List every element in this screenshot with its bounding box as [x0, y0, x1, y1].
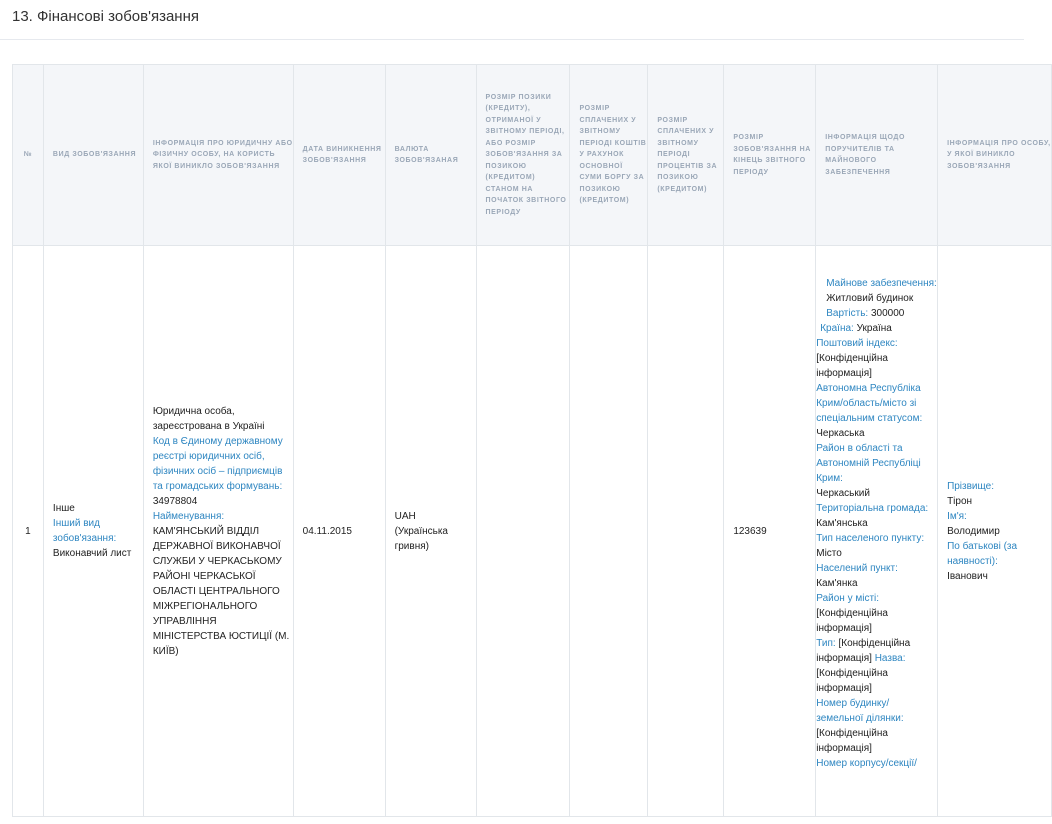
guarantee-community-value: Кам'янська	[816, 518, 868, 529]
guarantee-postal-label: Поштовий індекс:	[816, 338, 898, 349]
person-name-label: Ім'я:	[947, 510, 967, 522]
guarantee-property-value: Житловий будинок	[826, 293, 914, 304]
guarantee-city-district-value: [Конфіденційна інформація]	[816, 608, 888, 634]
guarantee-settlement-value: Кам'янка	[816, 578, 858, 589]
table-header-row	[13, 65, 1052, 246]
guarantee-country-value: Україна	[856, 323, 892, 334]
header-obligation-type: ВИД ЗОБОВ'ЯЗАННЯ	[43, 65, 143, 246]
financial-obligations-table	[12, 64, 1052, 817]
header-currency: ВАЛЮТА ЗОБОВ'ЯЗАНАЯ	[385, 65, 476, 246]
person-patronymic-label: По батькові (за наявності):	[947, 540, 1018, 567]
cell-paid-interest	[648, 246, 724, 817]
guarantee-district-label: Район в області та Автономній Республіці Крим:	[816, 443, 921, 484]
cell-creditor-info	[143, 246, 293, 817]
guarantee-street-name-value: [Конфіденційна інформація]	[816, 668, 888, 694]
cell-date: 04.11.2015	[293, 246, 385, 817]
guarantee-city-district-label: Район у місті:	[816, 593, 880, 604]
guarantee-cost-value: 300000	[870, 308, 905, 319]
guarantee-street-type-value: [Конфіденційна інформація]	[816, 638, 911, 664]
header-guarantee-info: ІНФОРМАЦІЯ ЩОДО ПОРУЧИТЕЛІВ ТА МАЙНОВОГО ЗАБЕЗПЕЧЕННЯ	[816, 65, 938, 246]
cell-paid-principal	[570, 246, 648, 817]
cell-person-info	[938, 246, 1052, 817]
guarantee-postal-value: [Конфіденційна інформація]	[816, 353, 888, 379]
guarantee-settlement-label: Населений пункт:	[816, 563, 898, 574]
table-row	[13, 246, 1052, 817]
person-patronymic-value: Іванович	[947, 570, 988, 582]
guarantee-property-label: Майнове забезпечення:	[826, 278, 937, 289]
currency-code: UAH	[394, 510, 416, 522]
header-loan-start: РОЗМІР ПОЗИКИ (КРЕДИТУ), ОТРИМАНОЇ У ЗВІТНОМУ ПЕРІОДІ, АБО РОЗМІР ЗОБОВ'ЯЗАННЯ ЗА ПОЗИКОЮ (КРЕДИТОМ) СТАНОМ НА ПОЧАТОК ЗВІТНОГО ПЕРІОДУ	[476, 65, 570, 246]
obligations-table-container[interactable]	[12, 64, 1052, 824]
header-end-amount: РОЗМІР ЗОБОВ'ЯЗАННЯ НА КІНЕЦЬ ЗВІТНОГО ПЕРІОДУ	[724, 65, 816, 246]
header-date: ДАТА ВИНИКНЕННЯ ЗОБОВ'ЯЗАННЯ	[293, 65, 385, 246]
person-surname-value: Тірон	[947, 495, 973, 507]
person-surname-label: Прізвище:	[947, 480, 994, 492]
cell-loan-start	[476, 246, 570, 817]
guarantee-street-name-label: Назва:	[874, 653, 906, 664]
guarantee-cost-label: Вартість:	[826, 308, 869, 319]
currency-name: (Українська гривня)	[394, 525, 448, 552]
creditor-code-label: Код в Єдиному державному реєстрі юридичних осіб, фізичних осіб – підприємців та громадських формувань:	[152, 435, 283, 492]
header-creditor-info: ІНФОРМАЦІЯ ПРО ЮРИДИЧНУ АБО ФІЗИЧНУ ОСОБУ, НА КОРИСТЬ ЯКОЇ ВИНИКЛО ЗОБОВ'ЯЗАННЯ	[143, 65, 293, 246]
obligation-type-other-value: Виконавчий лист	[52, 548, 132, 559]
guarantee-community-label: Територіальна громада:	[816, 503, 929, 514]
guarantee-region-label: Автономна Республіка Крим/область/місто зі спеціальним статусом:	[816, 383, 923, 424]
guarantee-building-label: Номер корпусу/секції/	[816, 758, 917, 769]
header-person-info: ІНФОРМАЦІЯ ПРО ОСОБУ, У ЯКОЇ ВИНИКЛО ЗОБОВ'ЯЗАННЯ	[938, 65, 1052, 246]
obligation-type-main: Інше	[52, 503, 75, 514]
guarantee-house-label: Номер будинку/ земельної ділянки:	[816, 698, 904, 724]
creditor-kind: Юридична особа, зареєстрована в Україні	[152, 405, 265, 432]
cell-number: 1	[13, 246, 44, 817]
guarantee-region-value: Черкаська	[816, 428, 865, 439]
header-number: №	[13, 65, 44, 246]
header-paid-interest: РОЗМІР СПЛАЧЕНИХ У ЗВІТНОМУ ПЕРІОДІ ПРОЦЕНТІВ ЗА ПОЗИКОЮ (КРЕДИТОМ)	[648, 65, 724, 246]
cell-obligation-type	[43, 246, 143, 817]
obligation-type-other-label: Інший вид зобов'язання:	[52, 518, 117, 544]
header-paid-principal: РОЗМІР СПЛАЧЕНИХ У ЗВІТНОМУ ПЕРІОДІ КОШТІВ У РАХУНОК ОСНОВНОЇ СУМИ БОРГУ ЗА ПОЗИКОЮ (КРЕДИТОМ)	[570, 65, 648, 246]
cell-end-amount: 123639	[724, 246, 816, 817]
guarantee-settlement-type-value: Місто	[816, 548, 842, 559]
guarantee-settlement-type-label: Тип населеного пункту:	[816, 533, 925, 544]
title-divider	[0, 39, 1024, 40]
creditor-code-value: 34978804	[152, 495, 198, 507]
person-name-value: Володимир	[947, 525, 1000, 537]
guarantee-district-value: Черкаський	[816, 488, 870, 499]
creditor-name-value: КАМ'ЯНСЬКИЙ ВІДДІЛ ДЕРЖАВНОЇ ВИКОНАВЧОЇ СЛУЖБИ У ЧЕРКАСЬКОМУ РАЙОНІ ЧЕРКАСЬКОЇ ОБЛАСТІ ЦЕНТРАЛЬНОГО МІЖРЕГІОНАЛЬНОГО УПРАВЛІННЯ МІНІСТЕРСТВА ЮСТИЦІЇ (М. КИЇВ)	[152, 525, 290, 657]
cell-currency	[385, 246, 476, 817]
guarantee-house-value: [Конфіденційна інформація]	[816, 728, 888, 754]
page-title: 13. Фінансові зобов'язання	[12, 8, 199, 25]
guarantee-street-type-label: Тип:	[816, 638, 836, 649]
creditor-name-label: Найменування:	[152, 510, 225, 522]
guarantee-country-label: Країна:	[820, 323, 854, 334]
cell-guarantee-info	[816, 246, 938, 817]
